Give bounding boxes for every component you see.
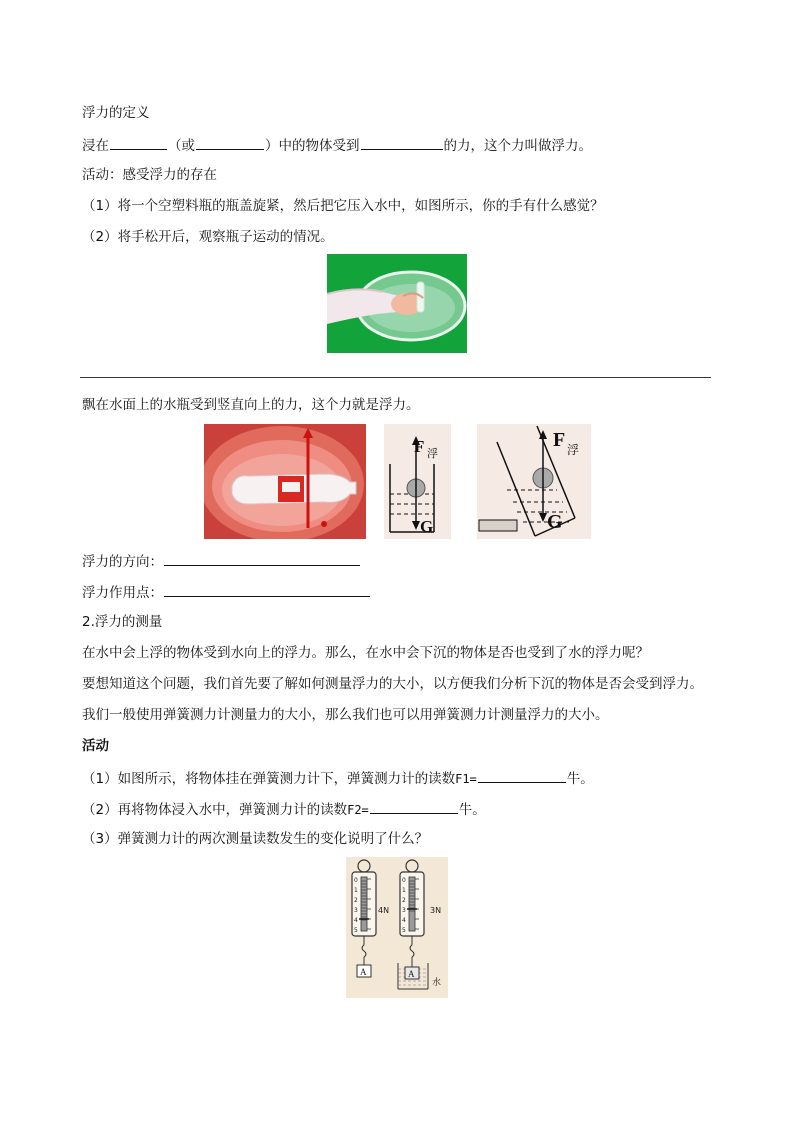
left-scale-tick-4: 4 xyxy=(354,917,358,924)
water-label: 水 xyxy=(432,978,442,988)
left-scale-tick-2: 2 xyxy=(354,897,358,904)
left-scale-tick-0: 0 xyxy=(354,877,358,884)
blank-gas[interactable] xyxy=(196,135,264,150)
paragraph-2: 要想知道这个问题，我们首先要了解如何测量浮力的大小，以方便我们分析下沉的物体是否会受到浮力。 xyxy=(82,676,703,692)
question-1-unit: 牛。 xyxy=(566,771,594,787)
right-scale-reading: 3N xyxy=(430,906,442,915)
blank-liquid[interactable] xyxy=(110,135,167,150)
question-1-text: （1）如图所示，将物体挂在弹簧测力计下，弹簧测力计的读数 xyxy=(82,771,456,787)
question-1-var: F1= xyxy=(455,772,477,786)
force-buoyant-subscript-2: 浮 xyxy=(567,443,580,457)
activity-title-feel-buoyancy: 活动：感受浮力的存在 xyxy=(82,167,217,183)
question-2-text: （2）再将物体浸入水中，弹簧测力计的读数 xyxy=(82,802,348,818)
right-scale-tick-2: 2 xyxy=(402,897,406,904)
activity-title-measure: 活动 xyxy=(82,738,109,754)
question-3: （3）弹簧测力计的两次测量读数发生的变化说明了什么？ xyxy=(82,831,429,847)
blank-F2[interactable] xyxy=(370,799,458,814)
activity-step-2: （2）将手松开后，观察瓶子运动的情况。 xyxy=(82,229,334,245)
spring-scale-figure xyxy=(346,857,448,998)
blank-buoyancy-point[interactable] xyxy=(164,582,370,597)
left-scale-tick-5: 5 xyxy=(354,927,358,934)
blank-buoyancy-direction[interactable] xyxy=(164,551,360,566)
definition-part-4: 的力，这个力叫做浮力。 xyxy=(443,138,592,154)
section-title-buoyancy-measurement: 2.浮力的测量 xyxy=(82,614,163,630)
question-2 xyxy=(82,799,486,819)
buoyancy-direction-label: 浮力的方向： xyxy=(82,554,163,570)
definition-sentence xyxy=(82,135,592,155)
right-scale-tick-3: 3 xyxy=(402,907,406,914)
force-buoyant-subscript-1: 浮 xyxy=(427,447,438,460)
right-scale-tick-5: 5 xyxy=(402,927,406,934)
floating-bottle-statement: 飘在水面上的水瓶受到竖直向上的力，这个力就是浮力。 xyxy=(82,397,420,413)
force-G-label-1: G xyxy=(420,517,434,536)
buoyancy-point-line xyxy=(82,582,371,602)
definition-part-1: 浸在 xyxy=(82,138,109,154)
question-1 xyxy=(82,768,594,788)
left-scale-reading: 4N xyxy=(378,906,390,915)
buoyancy-point-label: 浮力作用点： xyxy=(82,585,163,601)
question-2-var: F2= xyxy=(347,803,369,817)
blank-force-direction[interactable] xyxy=(361,135,443,150)
definition-part-2: （或 xyxy=(168,138,195,154)
hand-bottle-photo xyxy=(327,254,467,353)
section-title-buoyancy-definition: 浮力的定义 xyxy=(82,105,150,121)
right-scale-tick-1: 1 xyxy=(402,887,406,894)
buoyancy-direction-line xyxy=(82,551,361,571)
floating-bottle-photo xyxy=(204,424,366,539)
force-G-label-2: G xyxy=(547,511,563,533)
definition-part-3: ）中的物体受到 xyxy=(265,138,360,154)
left-scale-tick-1: 1 xyxy=(354,887,358,894)
buoyancy-diagram-vertical xyxy=(384,424,451,539)
buoyancy-diagram-tilted xyxy=(477,424,591,539)
right-object-label: A xyxy=(408,969,415,979)
horizontal-divider xyxy=(80,377,711,378)
force-F-label-1: F xyxy=(414,437,425,456)
activity-step-1: （1）将一个空塑料瓶的瓶盖旋紧，然后把它压入水中，如图所示，你的手有什么感觉？ xyxy=(82,198,604,214)
right-scale-tick-4: 4 xyxy=(402,917,406,924)
blank-F1[interactable] xyxy=(478,768,566,783)
paragraph-1: 在水中会上浮的物体受到水向上的浮力。那么，在水中会下沉的物体是否也受到了水的浮力呢？ xyxy=(82,645,649,661)
force-F-label-2: F xyxy=(553,429,566,451)
left-scale-tick-3: 3 xyxy=(354,907,358,914)
right-scale-tick-0: 0 xyxy=(402,877,406,884)
question-2-unit: 牛。 xyxy=(458,802,486,818)
paragraph-3: 我们一般使用弹簧测力计测量力的大小，那么我们也可以用弹簧测力计测量浮力的大小。 xyxy=(82,707,609,723)
left-object-label: A xyxy=(360,967,367,977)
